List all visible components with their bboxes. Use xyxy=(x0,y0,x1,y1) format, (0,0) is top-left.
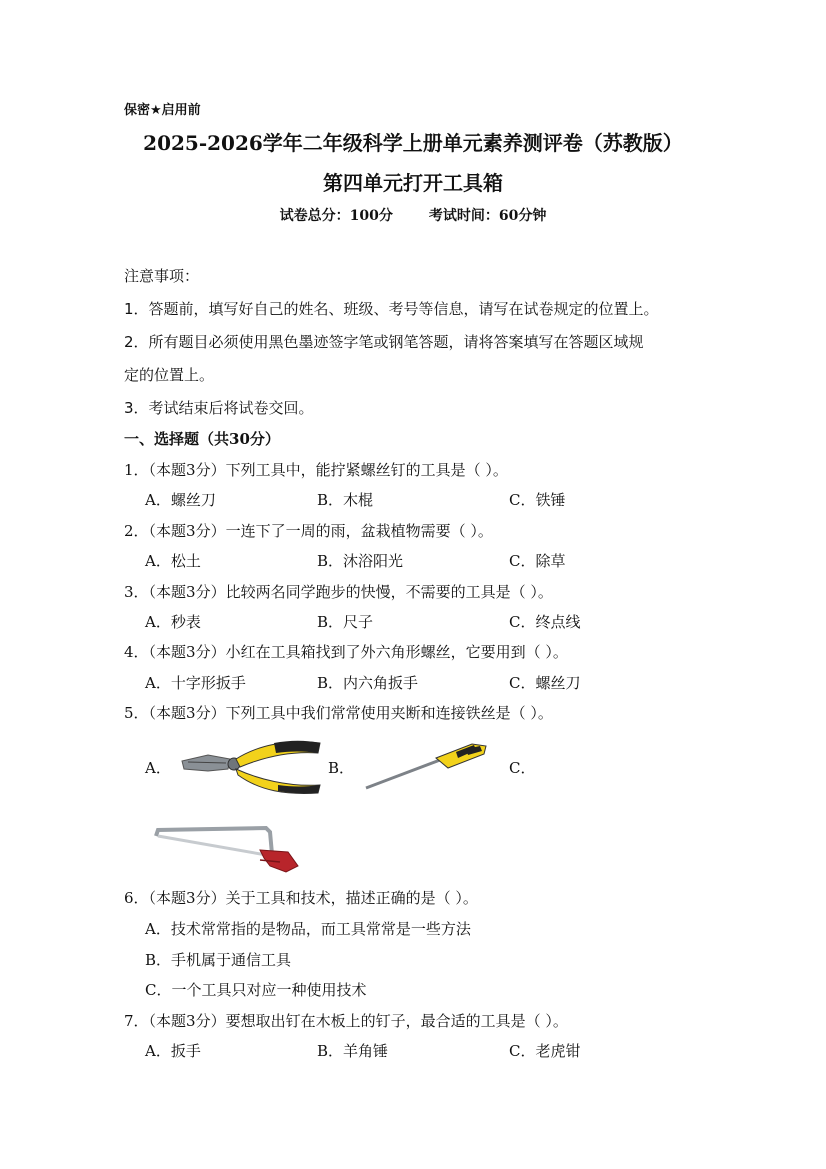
question-3-option-a[interactable]: A．秒表 xyxy=(145,613,201,631)
hacksaw-image[interactable] xyxy=(148,822,300,874)
confidential-label: 保密★启用前 xyxy=(124,103,201,118)
total-score: 试卷总分：100分 xyxy=(279,208,393,224)
question-4-stem: 4．（本题3分）小红在工具箱找到了外六角形螺丝，它要用到（ ）。 xyxy=(124,643,568,661)
question-6-option-a[interactable]: A．技术常常指的是物品，而工具常常是一些方法 xyxy=(145,920,471,938)
question-1-option-b[interactable]: B．木棍 xyxy=(317,491,374,509)
question-3-option-c[interactable]: C．终点线 xyxy=(509,613,581,631)
screwdriver-image[interactable] xyxy=(362,740,490,792)
question-5-option-a[interactable]: A． xyxy=(145,759,171,777)
notice-line-1: 1．答题前，填写好自己的姓名、班级、考号等信息，请写在试卷规定的位置上。 xyxy=(124,300,659,318)
question-1-stem: 1．（本题3分）下列工具中，能拧紧螺丝钉的工具是（ ）。 xyxy=(124,461,508,479)
section-title: 一、选择题（共30分） xyxy=(124,430,280,448)
notice-line-3: 3．考试结束后将试卷交回。 xyxy=(124,399,314,417)
notice-line-2: 2．所有题目必须使用黑色墨迹签字笔或钢笔答题，请将答案填写在答题区域规 xyxy=(124,333,644,351)
question-4-option-c[interactable]: C．螺丝刀 xyxy=(509,674,581,692)
question-5-stem: 5．（本题3分）下列工具中我们常常使用夹断和连接铁丝是（ ）。 xyxy=(124,704,553,722)
question-2-option-a[interactable]: A．松土 xyxy=(145,552,201,570)
exam-meta xyxy=(0,205,826,225)
exam-title: 2025-2026学年二年级科学上册单元素养测评卷（苏教版） xyxy=(143,131,683,155)
question-7-option-c[interactable]: C．老虎钳 xyxy=(509,1042,581,1060)
pliers-image[interactable] xyxy=(178,735,323,795)
question-2-stem: 2．（本题3分）一连下了一周的雨，盆栽植物需要（ ）。 xyxy=(124,522,493,540)
question-6-option-c[interactable]: C．一个工具只对应一种使用技术 xyxy=(145,981,367,999)
question-7-option-a[interactable]: A．扳手 xyxy=(145,1042,201,1060)
question-5-option-b[interactable]: B． xyxy=(328,759,355,777)
question-4-option-b[interactable]: B．内六角扳手 xyxy=(317,674,419,692)
question-1-option-c[interactable]: C．铁锤 xyxy=(509,491,566,509)
question-6-stem: 6．（本题3分）关于工具和技术，描述正确的是（ ）。 xyxy=(124,889,478,907)
notice-line-2-cont: 定的位置上。 xyxy=(124,366,215,384)
notice-heading: 注意事项： xyxy=(124,267,200,285)
question-2-option-c[interactable]: C．除草 xyxy=(509,552,566,570)
question-7-option-b[interactable]: B．羊角锤 xyxy=(317,1042,389,1060)
question-7-stem: 7．（本题3分）要想取出钉在木板上的钉子，最合适的工具是（ ）。 xyxy=(124,1012,568,1030)
exam-time: 考试时间：60分钟 xyxy=(428,208,547,224)
question-4-option-a[interactable]: A．十字形扳手 xyxy=(145,674,246,692)
question-6-option-b[interactable]: B．手机属于通信工具 xyxy=(145,951,292,969)
question-3-option-b[interactable]: B．尺子 xyxy=(317,613,374,631)
question-1-option-a[interactable]: A．螺丝刀 xyxy=(145,491,216,509)
question-5-option-c[interactable]: C． xyxy=(509,759,536,777)
question-3-stem: 3．（本题3分）比较两名同学跑步的快慢，不需要的工具是（ ）。 xyxy=(124,583,553,601)
question-2-option-b[interactable]: B．沐浴阳光 xyxy=(317,552,404,570)
unit-title: 第四单元打开工具箱 xyxy=(323,171,503,195)
